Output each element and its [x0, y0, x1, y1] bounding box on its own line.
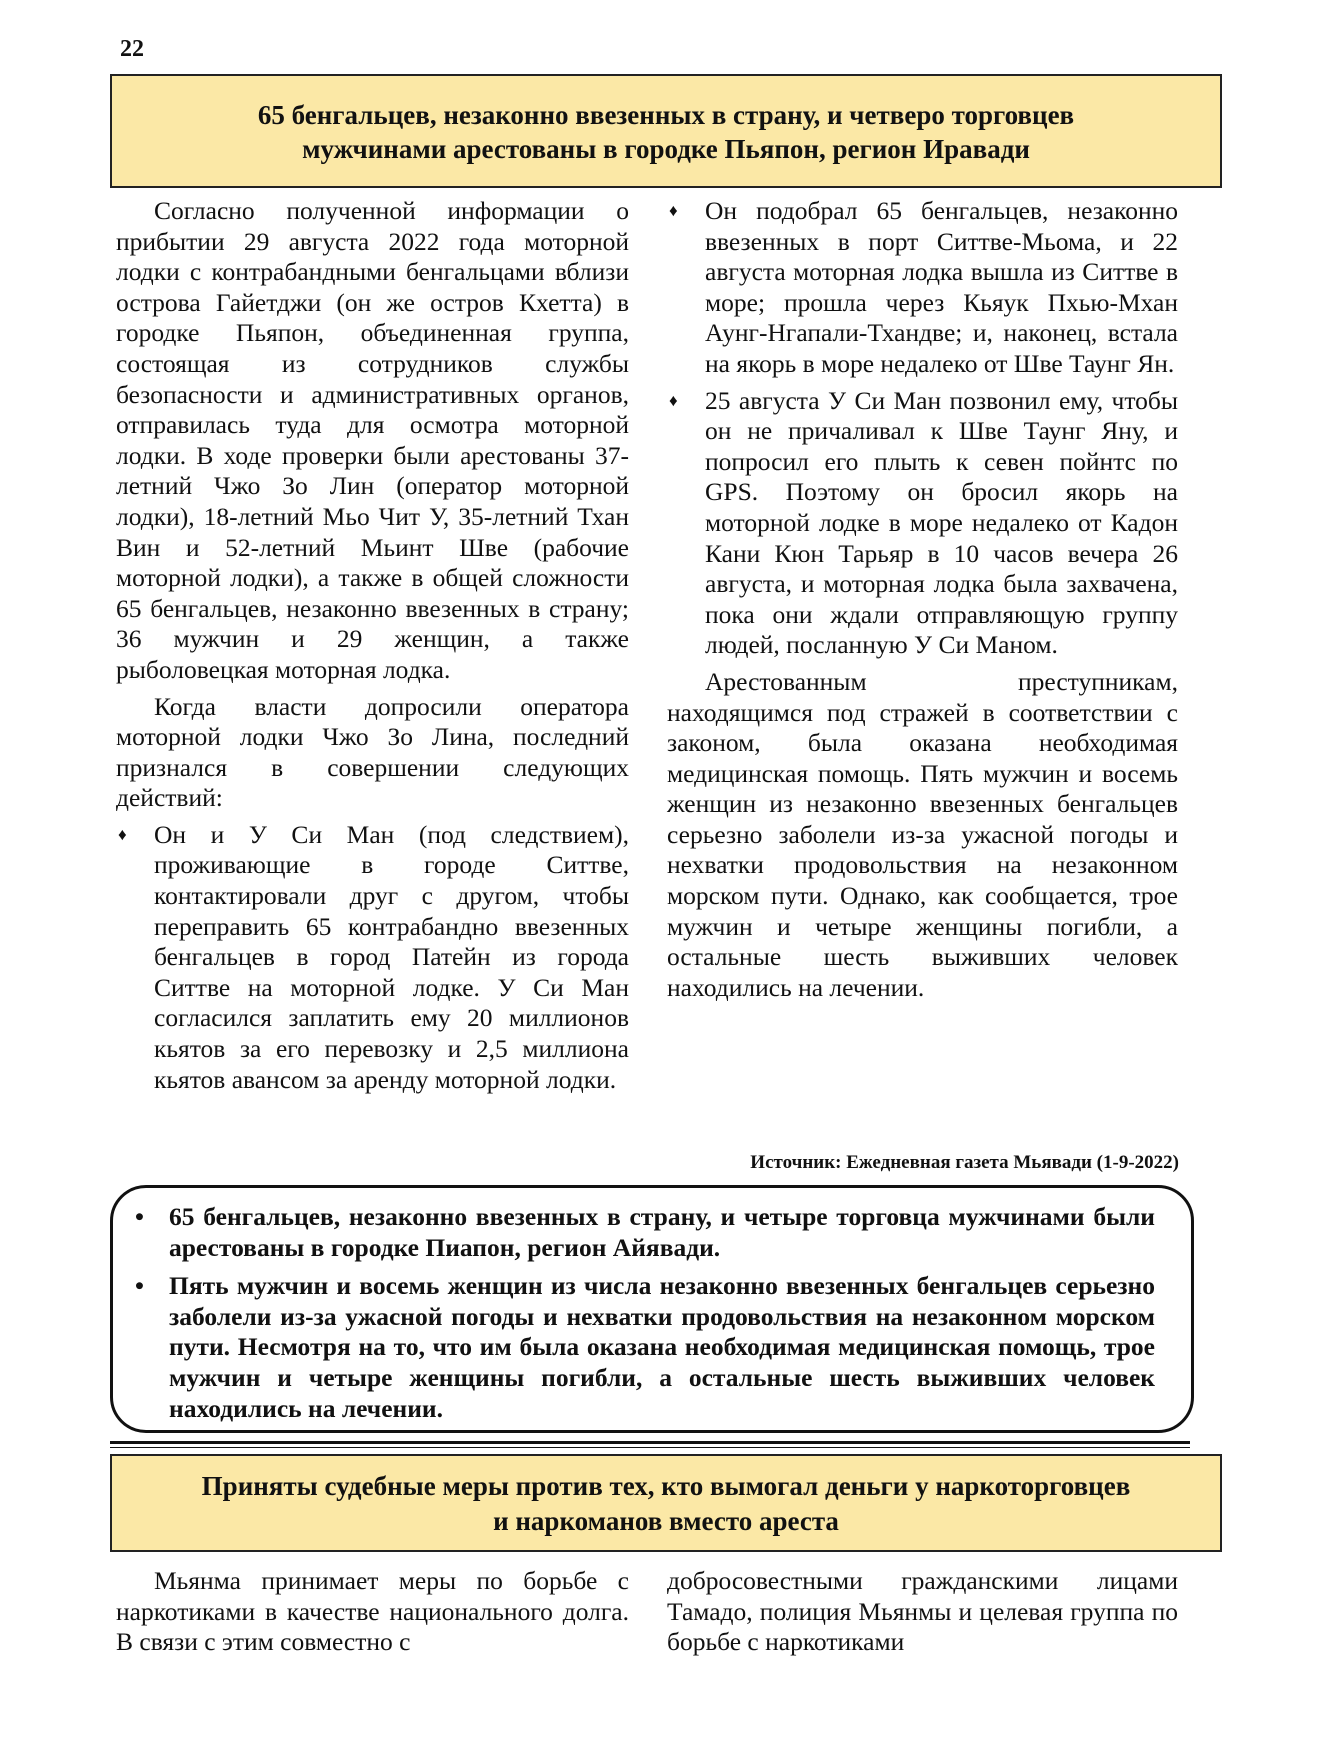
summary-item: • 65 бенгальцев, незаконно ввезенных в страну, и четыре торговца мужчинами были арестованы в городке Пиапон, регион Айявади. — [131, 1202, 1155, 1263]
summary-list — [131, 1202, 1155, 1424]
section-divider — [110, 1441, 1190, 1448]
article-title-line-1: 65 бенгальцев, незаконно ввезенных в страну, и четверо торговцев — [257, 100, 1075, 130]
article-title-line-2: мужчинами арестованы в городке Пьяпон, регион Иравади — [302, 134, 1030, 164]
article-right-column — [667, 196, 1178, 1003]
summary-item: • Пять мужчин и восемь женщин из числа незаконно ввезенных бенгальцев серьезно заболели из-за ужасной погоды и нехватки продовольствия на незаконном морском пути. Несмотря на то, что им была оказана необходимая медицинская помощь, трое мужчин и четыре женщины погибли, а остальные шесть выживших человек находились на лечении. — [131, 1271, 1155, 1424]
article-source: Источник: Ежедневная газета Мьявади (1-9-2022) — [750, 1152, 1179, 1173]
article-paragraph: Арестованным преступникам, находящимся под стражей в соответствии с законом, была оказана необходимая медицинская помощь. Пять мужчин и восемь женщин из незаконно ввезенных бенгальцев серьезно заболели из-за ужасной погоды и нехватки продовольствия на незаконном морском пути. Однако, как сообщается, трое мужчин и четыре женщины погибли, а остальные шесть выживших человек находились на лечении. — [667, 666, 1178, 1002]
article-right-column — [667, 1566, 1178, 1658]
page-number: 22 — [120, 36, 144, 62]
confession-list — [116, 820, 629, 1095]
article-left-column — [116, 1566, 629, 1658]
confession-item: ♦ Он подобрал 65 бенгальцев, незаконно ввезенных в порт Ситтве-Мьома, и 22 августа моторная лодка вышла из Ситтве в море; прошла через Кьяук Пхью-Мхан Аунг-Нгапали-Тхандве; и, наконец, встала на якорь в море недалеко от Шве Таунг Ян. — [667, 196, 1178, 380]
article-paragraph: добросовестными гражданскими лицами Тамадо, полиция Мьянмы и целевая группа по борьбе с наркотиками — [667, 1566, 1178, 1657]
confession-item: ♦ Он и У Си Ман (под следствием), проживающие в городе Ситтве, контактировали друг с другом, чтобы переправить 65 контрабандно ввезенных бенгальцев в город Патейн из города Ситтве на моторной лодке. У Си Ман согласился заплатить ему 20 миллионов кьятов за его перевозку и 2,5 миллиона кьятов авансом за аренду моторной лодки. — [116, 820, 629, 1095]
article-title — [110, 74, 1222, 188]
summary-box — [110, 1185, 1194, 1433]
article-left-column — [116, 196, 629, 1095]
article-title-line-1: Приняты судебные меры против тех, кто вымогал деньги у наркоторговцев — [201, 1471, 1131, 1501]
article-paragraph: Согласно полученной информации о прибытии 29 августа 2022 года моторной лодки с контрабандными бенгальцами вблизи острова Гайетджи (он же остров Кхетта) в городке Пьяпон, объединенная группа, состоящая из сотрудников службы безопасности и административных органов, отправилась туда для осмотра моторной лодки. В ходе проверки были арестованы 37-летний Чжо Зо Лин (оператор моторной лодки), 18-летний Мьо Чит У, 35-летний Тхан Вин и 52-летний Мьинт Шве (рабочие моторной лодки), а также в общей сложности 65 бенгальцев, незаконно ввезенных в страну; 36 мужчин и 29 женщин, а также рыболовецкая моторная лодка. — [116, 196, 629, 684]
confession-item: ♦ 25 августа У Си Ман позвонил ему, чтобы он не причаливал к Шве Таунг Яну, и попросил его плыть к севен пойнтс по GPS. Поэтому он бросил якорь на моторной лодке в море недалеко от Кадон Кани Кюн Тарьяр в 10 часов вечера 26 августа, и моторная лодка была захвачена, пока они ждали отправляющую группу людей, посланную У Си Маном. — [667, 386, 1178, 661]
article-title — [110, 1454, 1222, 1552]
article-paragraph: Когда власти допросили оператора моторной лодки Чжо Зо Лина, последний признался в совершении следующих действий: — [116, 691, 629, 813]
article-title-line-2: и наркоманов вместо ареста — [493, 1506, 839, 1536]
article-paragraph: Мьянма принимает меры по борьбе с наркотиками в качестве национального долга. В связи с этим совместно с — [116, 1566, 629, 1657]
confession-list — [667, 196, 1178, 661]
